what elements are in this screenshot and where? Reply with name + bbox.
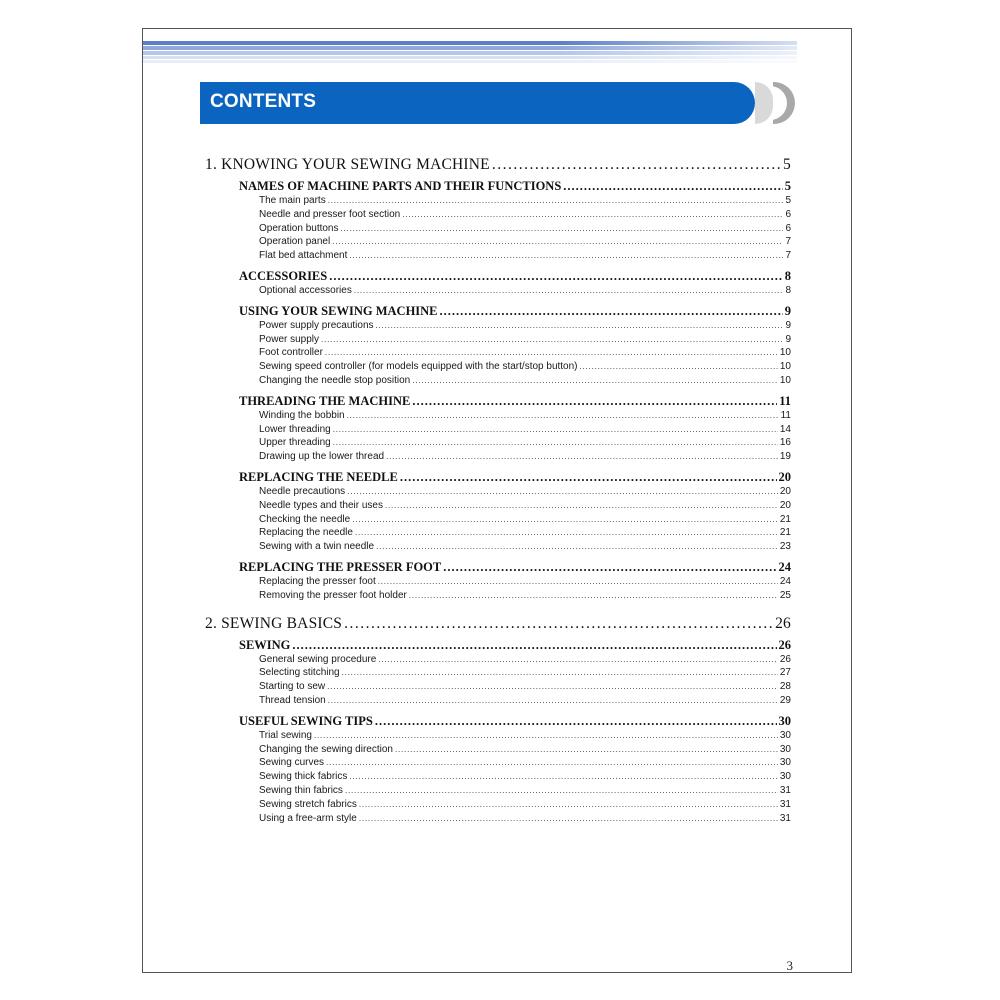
dot-leader bbox=[580, 361, 778, 372]
toc-item-title: Drawing up the lower thread bbox=[259, 451, 385, 463]
toc-item-page: 7 bbox=[785, 236, 791, 248]
dot-leader bbox=[378, 654, 778, 665]
toc-item-page: 30 bbox=[779, 729, 791, 741]
toc-chapter[interactable] bbox=[205, 615, 791, 638]
toc-item[interactable] bbox=[205, 250, 791, 264]
toc-item[interactable] bbox=[205, 223, 791, 237]
toc-item-title: Winding the bobbin bbox=[259, 409, 345, 421]
toc-item-page: 21 bbox=[779, 513, 791, 525]
dot-leader bbox=[333, 424, 778, 435]
page-title: CONTENTS bbox=[210, 91, 317, 112]
dot-leader bbox=[412, 394, 777, 409]
toc-item-title: Sewing thick fabrics bbox=[259, 771, 348, 783]
toc-item[interactable] bbox=[205, 744, 791, 758]
toc-section-title: SEWING bbox=[239, 637, 291, 652]
toc-section[interactable] bbox=[205, 470, 791, 486]
toc-item-page: 9 bbox=[785, 333, 791, 345]
toc-item[interactable] bbox=[205, 681, 791, 695]
toc-item-page: 23 bbox=[779, 541, 791, 553]
toc-item[interactable] bbox=[205, 757, 791, 771]
toc-item-page: 11 bbox=[780, 409, 791, 421]
toc-chapter-title: 1. KNOWING YOUR SEWING MACHINE bbox=[205, 156, 490, 173]
dot-leader bbox=[355, 527, 778, 538]
dot-leader bbox=[326, 757, 778, 768]
toc-item[interactable] bbox=[205, 347, 791, 361]
toc-section-page: 24 bbox=[778, 559, 791, 574]
page-number: 3 bbox=[786, 958, 793, 973]
dot-leader bbox=[354, 285, 784, 296]
toc-item-title: The main parts bbox=[259, 195, 326, 206]
toc-item-title: Removing the presser foot holder bbox=[259, 589, 407, 601]
dot-leader bbox=[332, 236, 783, 247]
toc-item-page: 10 bbox=[779, 361, 791, 373]
toc-section-page: 8 bbox=[784, 268, 791, 283]
dot-leader bbox=[328, 695, 778, 706]
toc-item-page: 10 bbox=[779, 347, 791, 359]
header-stripe-band bbox=[143, 41, 797, 63]
toc-section-title: THREADING THE MACHINE bbox=[239, 393, 411, 408]
toc-section-page: 20 bbox=[778, 469, 791, 484]
dot-leader bbox=[400, 470, 777, 485]
toc-item-page: 21 bbox=[779, 527, 791, 539]
dot-leader bbox=[352, 514, 778, 525]
toc-item[interactable] bbox=[205, 527, 791, 541]
toc-item[interactable] bbox=[205, 209, 791, 223]
toc-item[interactable] bbox=[205, 424, 791, 438]
toc-item-page: 9 bbox=[785, 319, 791, 331]
toc-section-title: REPLACING THE NEEDLE bbox=[239, 469, 398, 484]
toc-item-page: 25 bbox=[779, 589, 791, 601]
toc-item-page: 20 bbox=[779, 485, 791, 497]
toc-item-page: 30 bbox=[779, 743, 791, 755]
dot-leader bbox=[563, 179, 782, 194]
toc-section-title: USING YOUR SEWING MACHINE bbox=[239, 303, 438, 318]
toc-item-page: 31 bbox=[779, 812, 791, 824]
toc-item-title: Optional accessories bbox=[259, 284, 352, 296]
toc-section-page: 9 bbox=[784, 303, 791, 318]
toc-item[interactable] bbox=[205, 361, 791, 375]
dot-leader bbox=[402, 209, 783, 220]
dot-leader bbox=[376, 320, 784, 331]
dot-leader bbox=[395, 744, 778, 755]
toc-section-title: USEFUL SEWING TIPS bbox=[239, 713, 373, 728]
toc-section[interactable] bbox=[205, 714, 791, 730]
dot-leader bbox=[412, 375, 778, 386]
toc-item-page: 5 bbox=[785, 195, 791, 206]
toc-item-page: 6 bbox=[785, 208, 791, 220]
dot-leader bbox=[342, 667, 778, 678]
toc-item[interactable] bbox=[205, 654, 791, 668]
toc-item[interactable] bbox=[205, 285, 791, 299]
toc-item[interactable] bbox=[205, 375, 791, 389]
toc-item-page: 30 bbox=[779, 771, 791, 783]
toc-item-page: 31 bbox=[779, 798, 791, 810]
toc-item[interactable] bbox=[205, 541, 791, 555]
toc-section-title: NAMES OF MACHINE PARTS AND THEIR FUNCTIONS bbox=[239, 179, 562, 193]
toc-item-title: Sewing stretch fabrics bbox=[259, 798, 357, 810]
toc-item-title: Changing the needle stop position bbox=[259, 374, 411, 386]
toc-item-title: Needle precautions bbox=[259, 485, 346, 497]
toc-item-page: 7 bbox=[785, 250, 791, 262]
toc-item[interactable] bbox=[205, 451, 791, 465]
dot-leader bbox=[341, 223, 784, 234]
toc-item-title: Sewing with a twin needle bbox=[259, 541, 375, 553]
dot-leader bbox=[375, 714, 777, 729]
toc-item-page: 29 bbox=[779, 694, 791, 706]
toc-item-title: Thread tension bbox=[259, 694, 326, 706]
toc-section[interactable] bbox=[205, 269, 791, 285]
toc-item[interactable] bbox=[205, 320, 791, 334]
toc-chapter[interactable] bbox=[205, 156, 791, 179]
toc-section[interactable] bbox=[205, 560, 791, 576]
toc-item[interactable] bbox=[205, 771, 791, 785]
dot-leader bbox=[328, 195, 784, 206]
dot-leader bbox=[378, 576, 778, 587]
toc-item-title: Upper threading bbox=[259, 437, 331, 449]
toc-item[interactable] bbox=[205, 799, 791, 813]
dot-leader bbox=[345, 785, 778, 796]
dot-leader bbox=[359, 799, 778, 810]
banner-arc-dark bbox=[773, 82, 795, 124]
dot-leader bbox=[359, 813, 778, 824]
toc-item[interactable] bbox=[205, 785, 791, 799]
toc-item-title: Changing the sewing direction bbox=[259, 743, 393, 755]
toc-item[interactable] bbox=[205, 813, 791, 827]
dot-leader bbox=[333, 437, 778, 448]
toc-item-title: Operation panel bbox=[259, 236, 331, 248]
toc-item[interactable] bbox=[205, 576, 791, 590]
toc-section-page: 11 bbox=[779, 393, 791, 408]
dot-leader bbox=[440, 304, 783, 319]
dot-leader bbox=[409, 590, 778, 601]
toc-item-page: 10 bbox=[779, 374, 791, 386]
dot-leader bbox=[329, 269, 783, 284]
toc-item-title: Checking the needle bbox=[259, 513, 351, 525]
toc-item[interactable] bbox=[205, 195, 791, 209]
toc-item-page: 6 bbox=[785, 222, 791, 234]
toc-item-page: 19 bbox=[779, 451, 791, 463]
toc-item-title: Replacing the needle bbox=[259, 527, 353, 539]
dot-leader bbox=[349, 250, 783, 261]
toc-section-title: REPLACING THE PRESSER FOOT bbox=[239, 559, 442, 574]
toc-item-title: Starting to sew bbox=[259, 681, 326, 693]
toc-item-page: 31 bbox=[779, 784, 791, 796]
toc-item-title: Trial sewing bbox=[259, 729, 312, 741]
toc-item[interactable] bbox=[205, 514, 791, 528]
manual-page bbox=[142, 28, 852, 973]
toc-item-title: Sewing curves bbox=[259, 757, 325, 769]
toc-item-title: Flat bed attachment bbox=[259, 250, 348, 262]
toc-chapter-page: 5 bbox=[783, 156, 791, 173]
toc-section[interactable] bbox=[205, 304, 791, 320]
dot-leader bbox=[349, 771, 778, 782]
dot-leader bbox=[292, 638, 776, 653]
toc-item[interactable] bbox=[205, 236, 791, 250]
toc-item[interactable] bbox=[205, 334, 791, 348]
toc-item-page: 28 bbox=[779, 681, 791, 693]
toc-item-title: Replacing the presser foot bbox=[259, 575, 376, 587]
toc-chapter-page: 26 bbox=[775, 614, 791, 632]
toc-item-title: Needle types and their uses bbox=[259, 499, 383, 511]
toc-section[interactable] bbox=[205, 394, 791, 410]
toc-item-title: Sewing speed controller (for models equipped with the start/stop button) bbox=[259, 361, 578, 373]
dot-leader bbox=[347, 486, 778, 497]
toc-item-title: Lower threading bbox=[259, 423, 331, 435]
toc-item-title: Using a free-arm style bbox=[259, 812, 357, 824]
dot-leader bbox=[492, 156, 781, 174]
toc-item-title: Power supply precautions bbox=[259, 319, 374, 331]
toc-item-page: 26 bbox=[779, 653, 791, 665]
dot-leader bbox=[321, 334, 783, 345]
dot-leader bbox=[327, 681, 778, 692]
toc-item-title: Power supply bbox=[259, 333, 320, 345]
toc-chapter-title: 2. SEWING BASICS bbox=[205, 614, 343, 632]
toc-item-title: Foot controller bbox=[259, 347, 323, 359]
dot-leader bbox=[314, 730, 778, 741]
dot-leader bbox=[376, 541, 778, 552]
dot-leader bbox=[385, 500, 778, 511]
dot-leader bbox=[325, 347, 778, 358]
toc-item-title: Operation buttons bbox=[259, 222, 339, 234]
toc-item[interactable] bbox=[205, 667, 791, 681]
toc-item-page: 24 bbox=[779, 575, 791, 587]
toc-item[interactable] bbox=[205, 500, 791, 514]
toc-item-page: 27 bbox=[779, 667, 791, 679]
toc-item-page: 16 bbox=[779, 437, 791, 449]
toc-item[interactable] bbox=[205, 730, 791, 744]
dot-leader bbox=[443, 560, 776, 575]
dot-leader bbox=[347, 410, 779, 421]
toc-item[interactable] bbox=[205, 437, 791, 451]
toc-item-title: General sewing procedure bbox=[259, 653, 377, 665]
toc-section-page: 5 bbox=[784, 179, 791, 193]
toc-section-title: ACCESSORIES bbox=[239, 268, 328, 283]
toc-item[interactable] bbox=[205, 695, 791, 709]
toc-item-page: 8 bbox=[785, 284, 791, 296]
toc-section-page: 30 bbox=[778, 713, 791, 728]
toc-item-page: 30 bbox=[779, 757, 791, 769]
dot-leader bbox=[344, 615, 773, 633]
dot-leader bbox=[386, 451, 778, 462]
toc-item-page: 14 bbox=[779, 423, 791, 435]
toc-section[interactable] bbox=[205, 638, 791, 654]
toc-section-page: 26 bbox=[778, 637, 791, 652]
contents-banner bbox=[200, 82, 755, 124]
toc-item-title: Selecting stitching bbox=[259, 667, 340, 679]
table-of-contents bbox=[205, 156, 791, 826]
toc-item-title: Sewing thin fabrics bbox=[259, 784, 343, 796]
toc-item-page: 20 bbox=[779, 499, 791, 511]
toc-section[interactable] bbox=[205, 179, 791, 195]
toc-item[interactable] bbox=[205, 486, 791, 500]
toc-item[interactable] bbox=[205, 410, 791, 424]
toc-item-title: Needle and presser foot section bbox=[259, 208, 401, 220]
toc-item[interactable] bbox=[205, 590, 791, 604]
